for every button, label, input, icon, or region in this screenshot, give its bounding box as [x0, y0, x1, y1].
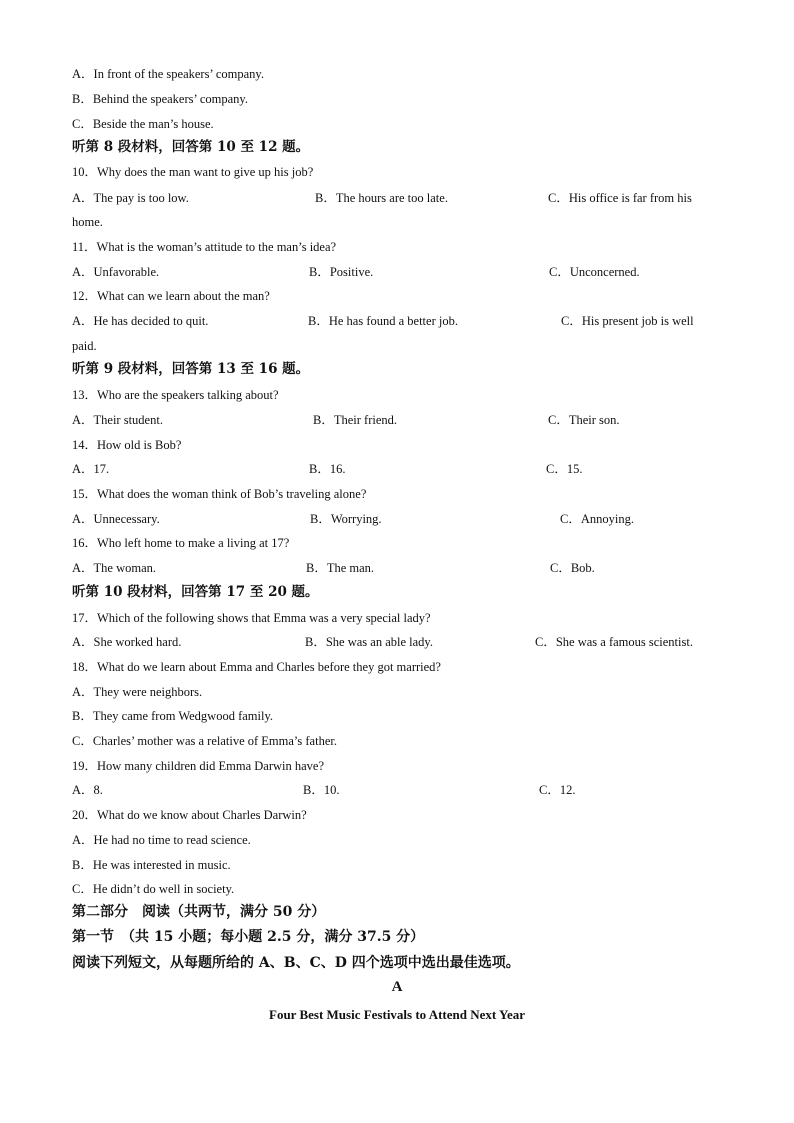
q10-option-a: A．The pay is too low.	[72, 191, 189, 205]
q9-option-b: B．Behind the speakers’ company.	[72, 92, 248, 106]
q12-question: 12．What can we learn about the man?	[72, 289, 270, 303]
q10-question: 10．Why does the man want to give up his job?	[72, 165, 314, 179]
q18-option-b: B．They came from Wedgwood family.	[72, 709, 274, 723]
passage-title: Four Best Music Festivals to Attend Next Year	[269, 1007, 525, 1022]
q13-option-a: A．Their student.	[72, 413, 163, 427]
q10-option-c: C．His office is far from his	[548, 191, 692, 205]
q20-question: 20．What do we know about Charles Darwin?	[72, 808, 307, 822]
q16-option-c: C．Bob.	[550, 561, 595, 575]
q20-option-b: B．He was interested in music.	[72, 858, 231, 872]
section9-header: 听第 9 段材料，回答第 13 至 16 题。	[72, 361, 310, 377]
q16-option-a: A．The woman.	[72, 561, 157, 575]
q15-option-a: A．Unnecessary.	[72, 512, 160, 526]
q19-option-c: C．12.	[539, 783, 576, 797]
q11-question: 11．What is the woman’s attitude to the man’s idea?	[72, 240, 337, 254]
q11-option-a: A．Unfavorable.	[72, 265, 160, 279]
q12-option-a: A．He has decided to quit.	[72, 314, 209, 328]
q14-option-c: C．15.	[546, 462, 583, 476]
passage-letter: A	[391, 979, 403, 995]
q13-option-b: B．Their friend.	[313, 413, 398, 427]
q12-option-c: C．His present job is well	[561, 314, 694, 328]
part2-header: 第二部分 阅读（共两节，满分 50 分）	[72, 904, 326, 920]
q14-question: 14．How old is Bob?	[72, 438, 182, 452]
q10-option-c-continued: home.	[72, 215, 103, 229]
section1-header: 第一节 （共 15 小题；每小题 2.5 分，满分 37.5 分）	[72, 929, 425, 945]
q11-option-c: C．Unconcerned.	[549, 265, 640, 279]
q18-option-a: A．They were neighbors.	[72, 685, 203, 699]
q17-option-b: B．She was an able lady.	[305, 635, 433, 649]
q19-question: 19．How many children did Emma Darwin have?	[72, 759, 325, 773]
q13-option-c: C．Their son.	[548, 413, 620, 427]
q17-option-a: A．She worked hard.	[72, 635, 182, 649]
reading-instructions: 阅读下列短文，从每题所给的 A、B、C、D 四个选项中选出最佳选项。	[72, 955, 520, 971]
q16-option-b: B．The man.	[306, 561, 375, 575]
q13-question: 13．Who are the speakers talking about?	[72, 388, 279, 402]
q18-question: 18．What do we learn about Emma and Charles before they got married?	[72, 660, 441, 674]
q15-option-c: C．Annoying.	[560, 512, 634, 526]
q14-option-b: B．16.	[309, 462, 346, 476]
section8-header: 听第 8 段材料，回答第 10 至 12 题。	[72, 139, 310, 155]
q20-option-a: A．He had no time to read science.	[72, 833, 251, 847]
q20-option-c: C．He didn’t do well in society.	[72, 882, 235, 896]
q9-option-c: C．Beside the man’s house.	[72, 117, 214, 131]
q18-option-c: C．Charles’ mother was a relative of Emma’s father.	[72, 734, 337, 748]
q19-option-a: A．8.	[72, 783, 103, 797]
q9-option-a: A．In front of the speakers’ company.	[72, 67, 264, 81]
q15-question: 15．What does the woman think of Bob’s traveling alone?	[72, 487, 367, 501]
section10-header: 听第 10 段材料，回答第 17 至 20 题。	[72, 584, 319, 600]
q19-option-b: B．10.	[303, 783, 340, 797]
q16-question: 16．Who left home to make a living at 17?	[72, 536, 290, 550]
q17-question: 17．Which of the following shows that Emma was a very special lady?	[72, 611, 431, 625]
q12-option-c-continued: paid.	[72, 339, 97, 353]
q11-option-b: B．Positive.	[309, 265, 374, 279]
q15-option-b: B．Worrying.	[310, 512, 382, 526]
q14-option-a: A．17.	[72, 462, 110, 476]
q17-option-c: C．She was a famous scientist.	[535, 635, 693, 649]
q10-option-b: B．The hours are too late.	[315, 191, 448, 205]
q12-option-b: B．He has found a better job.	[308, 314, 458, 328]
